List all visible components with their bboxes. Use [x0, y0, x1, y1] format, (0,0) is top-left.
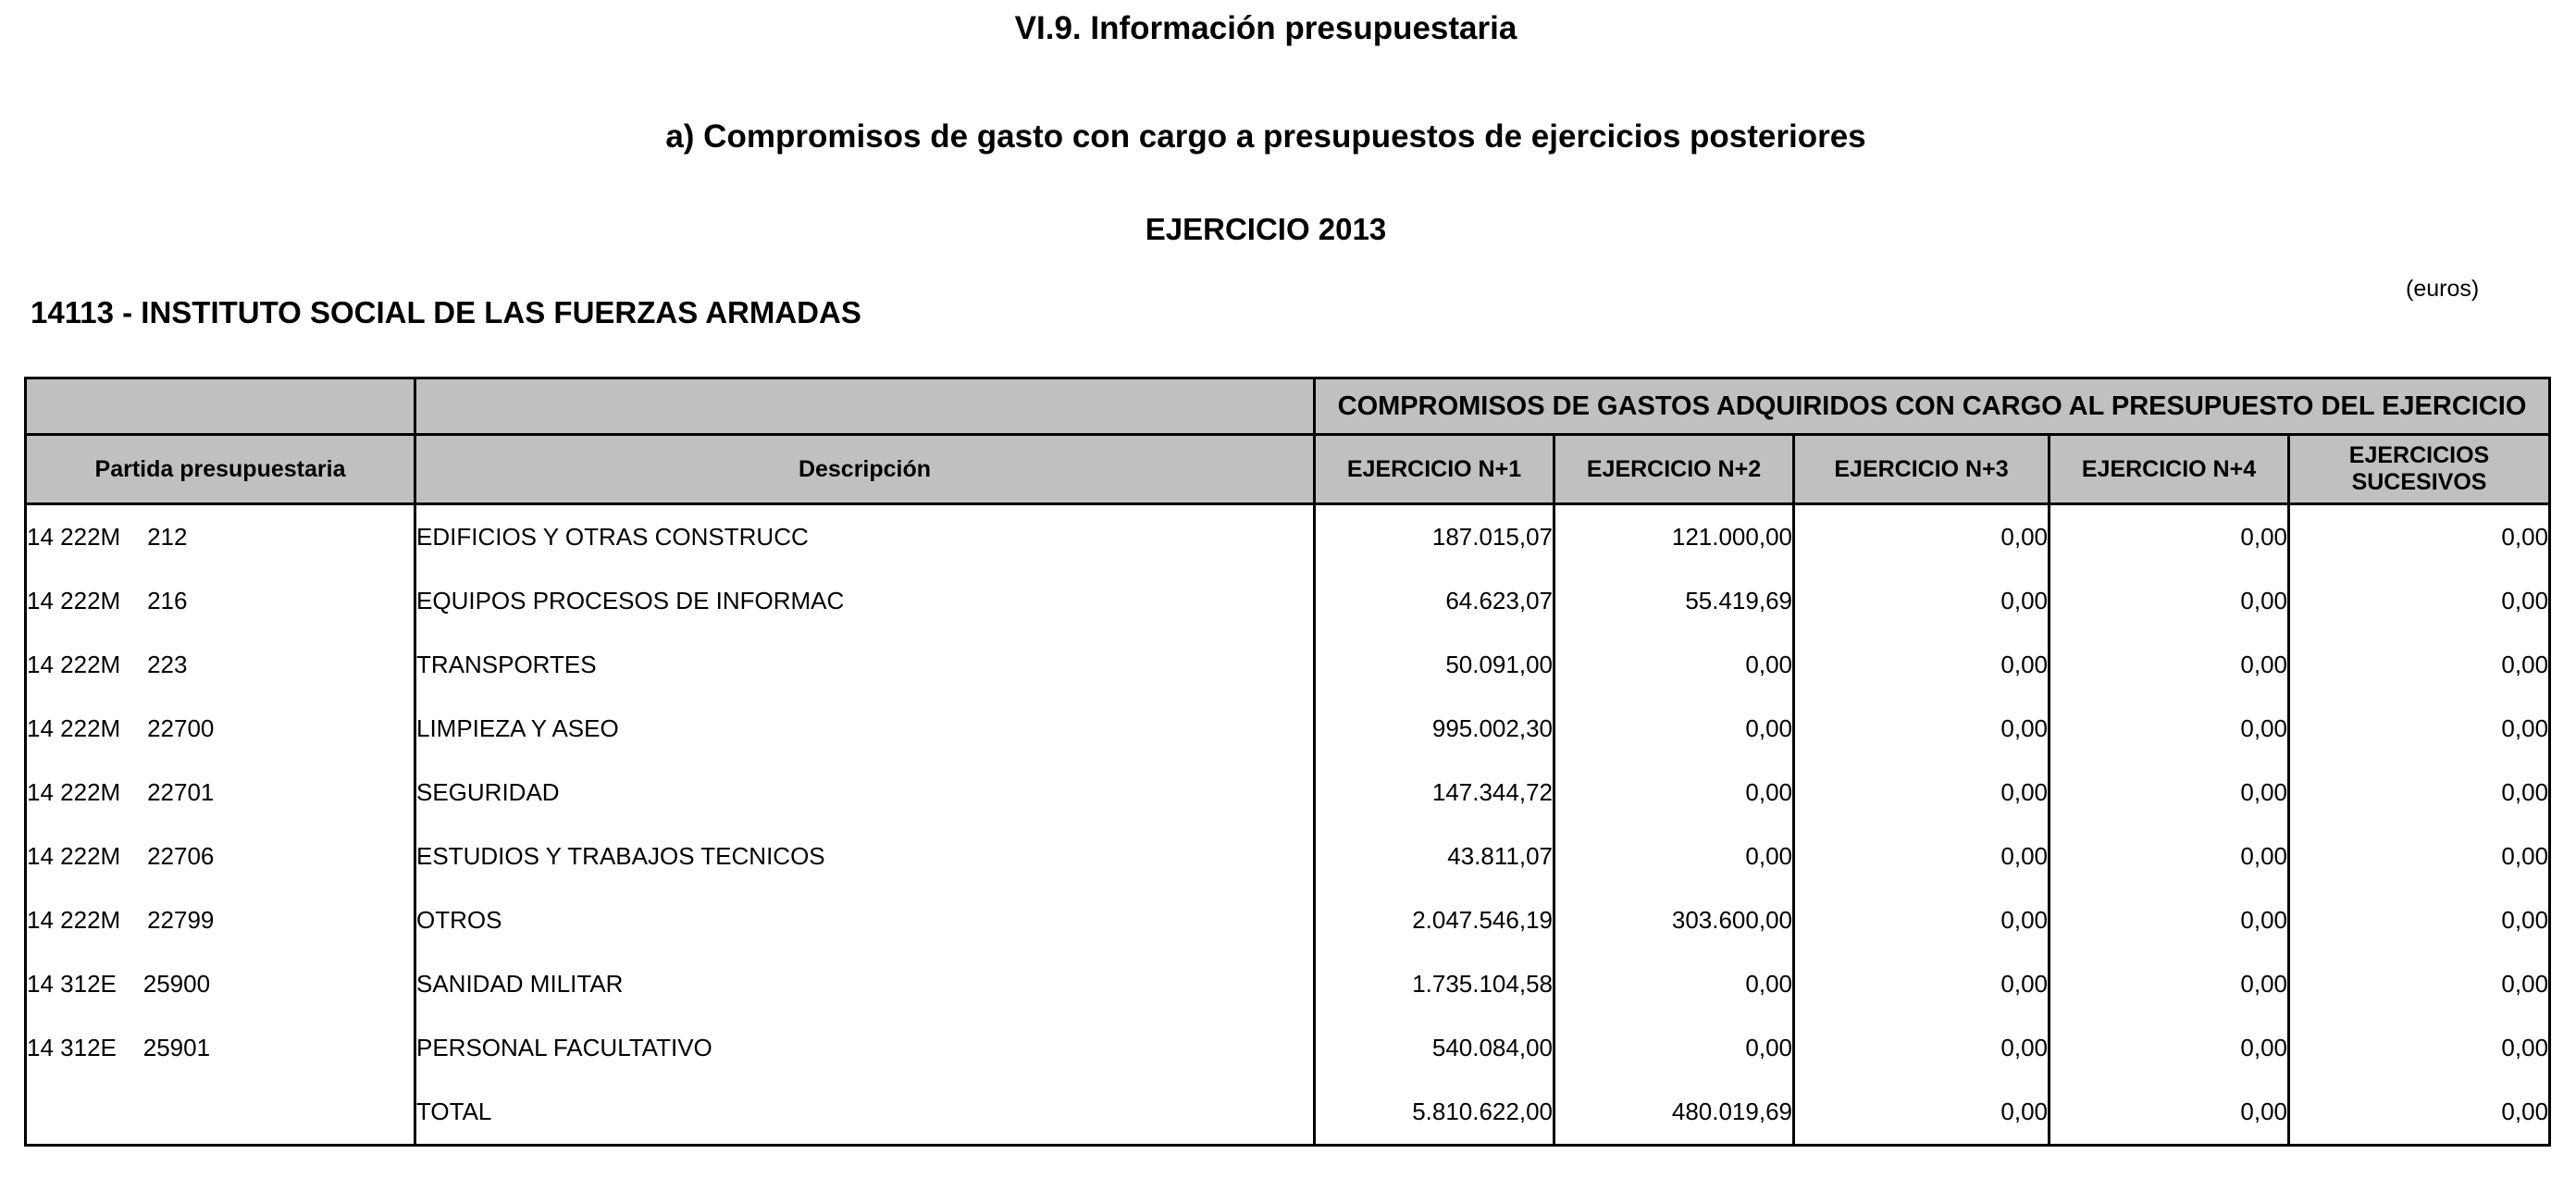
- n3-cell: 0,00: [1794, 761, 2050, 825]
- col-header-partida: Partida presupuestaria: [26, 435, 415, 504]
- n1-cell: 1.735.104,58: [1315, 952, 1554, 1016]
- year-label: EJERCICIO 2013: [1145, 212, 1387, 246]
- n4-cell: 0,00: [2050, 569, 2289, 633]
- n4-cell: 0,00: [2050, 1080, 2289, 1146]
- n1-cell: 2.047.546,19: [1315, 888, 1554, 952]
- sucesivos-cell: 0,00: [2289, 633, 2550, 697]
- group-header-blank-descripcion: [415, 378, 1315, 435]
- sucesivos-cell: 0,00: [2289, 952, 2550, 1016]
- partida-cell: [26, 1080, 415, 1146]
- sucesivos-cell: 0,00: [2289, 1080, 2550, 1146]
- n4-cell: 0,00: [2050, 825, 2289, 888]
- n2-cell: 0,00: [1554, 761, 1794, 825]
- n3-cell: 0,00: [1794, 504, 2050, 570]
- table-row: [26, 761, 2550, 825]
- descripcion-cell: SANIDAD MILITAR: [415, 952, 1315, 1016]
- descripcion-cell: OTROS: [415, 888, 1315, 952]
- n3-cell: 0,00: [1794, 697, 2050, 761]
- section-title: VI.9. Información presupuestaria: [1014, 10, 1517, 46]
- descripcion-cell: TRANSPORTES: [415, 633, 1315, 697]
- group-header-blank-partida: [26, 378, 415, 435]
- units-label: (euros): [2406, 276, 2480, 302]
- partida-cell: 14 222M 22706: [26, 825, 415, 888]
- n2-cell: 0,00: [1554, 825, 1794, 888]
- n2-cell: 303.600,00: [1554, 888, 1794, 952]
- partida-cell: 14 222M 22701: [26, 761, 415, 825]
- n4-cell: 0,00: [2050, 761, 2289, 825]
- page-subtitle: a) Compromisos de gasto con cargo a presupuestos de ejercicios posteriores: [665, 118, 1866, 155]
- n4-cell: 0,00: [2050, 1016, 2289, 1080]
- col-header-descripcion: Descripción: [415, 435, 1315, 504]
- n4-cell: 0,00: [2050, 888, 2289, 952]
- n2-cell: 121.000,00: [1554, 504, 1794, 570]
- descripcion-cell: TOTAL: [415, 1080, 1315, 1146]
- n4-cell: 0,00: [2050, 952, 2289, 1016]
- table-row: [26, 888, 2550, 952]
- n1-cell: 64.623,07: [1315, 569, 1554, 633]
- n4-cell: 0,00: [2050, 697, 2289, 761]
- partida-cell: 14 222M 22700: [26, 697, 415, 761]
- col-header-n2: EJERCICIO N+2: [1554, 435, 1794, 504]
- col-header-sucesivos: EJERCICIOS SUCESIVOS: [2289, 435, 2550, 504]
- n2-cell: 0,00: [1554, 633, 1794, 697]
- n1-cell: 43.811,07: [1315, 825, 1554, 888]
- n3-cell: 0,00: [1794, 952, 2050, 1016]
- table-row: [26, 697, 2550, 761]
- table-row: [26, 504, 2550, 570]
- partida-cell: 14 312E 25901: [26, 1016, 415, 1080]
- n3-cell: 0,00: [1794, 825, 2050, 888]
- n1-cell: 147.344,72: [1315, 761, 1554, 825]
- sucesivos-cell: 0,00: [2289, 888, 2550, 952]
- n4-cell: 0,00: [2050, 504, 2289, 570]
- n1-cell: 995.002,30: [1315, 697, 1554, 761]
- descripcion-cell: EQUIPOS PROCESOS DE INFORMAC: [415, 569, 1315, 633]
- sucesivos-cell: 0,00: [2289, 825, 2550, 888]
- n2-cell: 0,00: [1554, 1016, 1794, 1080]
- table-body: [26, 504, 2550, 1146]
- n2-cell: 55.419,69: [1554, 569, 1794, 633]
- n1-cell: 540.084,00: [1315, 1016, 1554, 1080]
- n1-cell: 5.810.622,00: [1315, 1080, 1554, 1146]
- n3-cell: 0,00: [1794, 888, 2050, 952]
- partida-cell: 14 222M 223: [26, 633, 415, 697]
- sucesivos-cell: 0,00: [2289, 569, 2550, 633]
- group-header-row: [26, 378, 2550, 435]
- column-header-row: [26, 435, 2550, 504]
- n3-cell: 0,00: [1794, 1080, 2050, 1146]
- sucesivos-cell: 0,00: [2289, 697, 2550, 761]
- n1-cell: 187.015,07: [1315, 504, 1554, 570]
- partida-cell: 14 222M 212: [26, 504, 415, 570]
- n3-cell: 0,00: [1794, 633, 2050, 697]
- descripcion-cell: LIMPIEZA Y ASEO: [415, 697, 1315, 761]
- descripcion-cell: SEGURIDAD: [415, 761, 1315, 825]
- n2-cell: 0,00: [1554, 697, 1794, 761]
- sucesivos-cell: 0,00: [2289, 1016, 2550, 1080]
- budget-table: [24, 377, 2551, 1147]
- partida-cell: 14 222M 216: [26, 569, 415, 633]
- descripcion-cell: PERSONAL FACULTATIVO: [415, 1016, 1315, 1080]
- table-row: [26, 569, 2550, 633]
- col-header-n4: EJERCICIO N+4: [2050, 435, 2289, 504]
- partida-cell: 14 312E 25900: [26, 952, 415, 1016]
- col-header-n3: EJERCICIO N+3: [1794, 435, 2050, 504]
- col-header-n1: EJERCICIO N+1: [1315, 435, 1554, 504]
- sucesivos-cell: 0,00: [2289, 761, 2550, 825]
- table-row: [26, 1016, 2550, 1080]
- n3-cell: 0,00: [1794, 569, 2050, 633]
- partida-cell: 14 222M 22799: [26, 888, 415, 952]
- n2-cell: 480.019,69: [1554, 1080, 1794, 1146]
- table-row: [26, 633, 2550, 697]
- table-row: [26, 952, 2550, 1016]
- n1-cell: 50.091,00: [1315, 633, 1554, 697]
- n3-cell: 0,00: [1794, 1016, 2050, 1080]
- sucesivos-cell: 0,00: [2289, 504, 2550, 570]
- n2-cell: 0,00: [1554, 952, 1794, 1016]
- descripcion-cell: EDIFICIOS Y OTRAS CONSTRUCC: [415, 504, 1315, 570]
- table-row: [26, 825, 2550, 888]
- total-row: [26, 1080, 2550, 1146]
- group-header: COMPROMISOS DE GASTOS ADQUIRIDOS CON CARGO AL PRESUPUESTO DEL EJERCICIO: [1315, 378, 2550, 435]
- entity-title: 14113 - INSTITUTO SOCIAL DE LAS FUERZAS ARMADAS: [31, 295, 861, 329]
- descripcion-cell: ESTUDIOS Y TRABAJOS TECNICOS: [415, 825, 1315, 888]
- n4-cell: 0,00: [2050, 633, 2289, 697]
